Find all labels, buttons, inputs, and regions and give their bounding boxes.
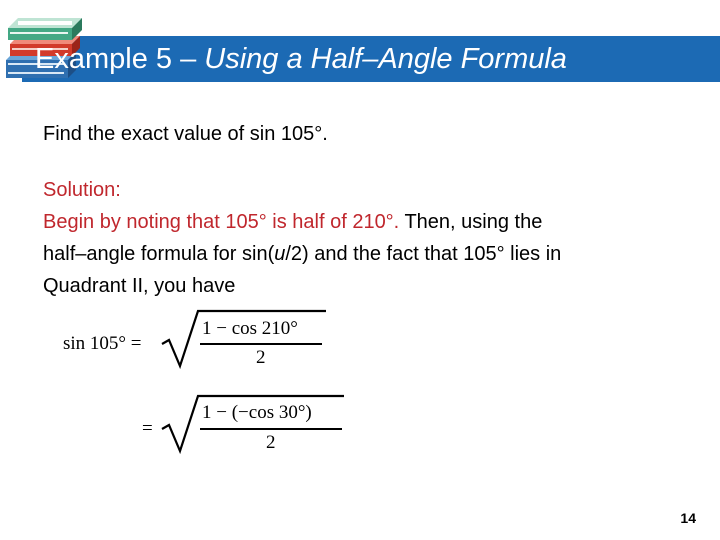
slide-title: Example 5 – Using a Half–Angle Formula: [35, 43, 567, 75]
step2-fraction-bar: [200, 428, 342, 430]
solution-line-2: half–angle formula for sin(u/2) and the fact that 105° lies in: [43, 243, 562, 265]
problem-statement: Find the exact value of sin 105°.: [43, 123, 328, 145]
step1-fraction-bar: [200, 343, 322, 345]
step1-numerator: 1 − cos 210°: [202, 318, 298, 339]
step2-equals: =: [142, 418, 153, 439]
step2-numerator: 1 − (−cos 30°): [202, 402, 312, 423]
solution-line-3: Quadrant II, you have: [43, 275, 236, 297]
step1-denominator: 2: [256, 347, 266, 368]
solution-label: Solution:: [43, 179, 121, 201]
solution-line-1: Begin by noting that 105° is half of 210°. Then, using the: [43, 211, 543, 233]
equation-lhs: sin 105° =: [63, 333, 142, 354]
step2-denominator: 2: [266, 432, 276, 453]
page-number: 14: [680, 510, 696, 526]
